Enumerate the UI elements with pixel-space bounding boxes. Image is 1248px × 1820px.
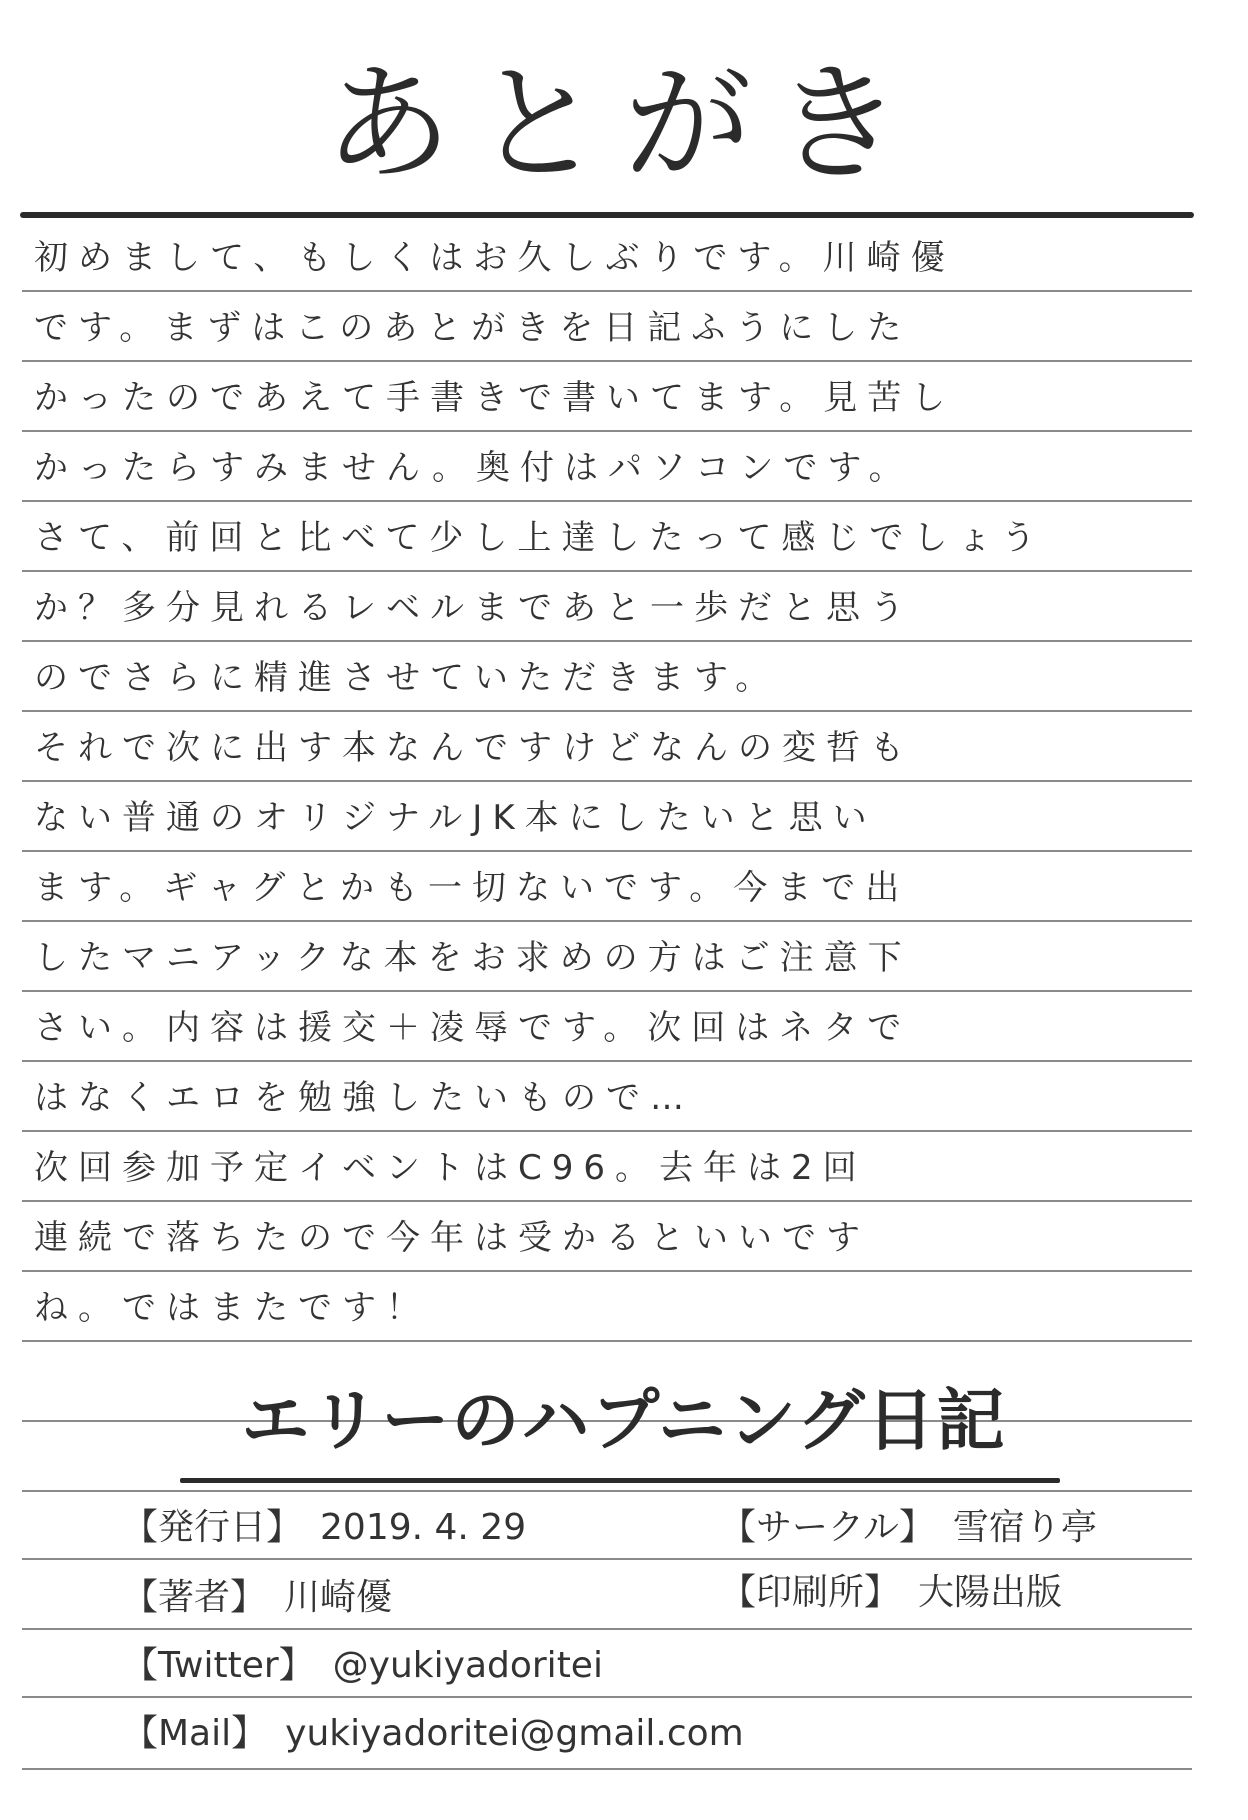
book-title-underline bbox=[180, 1478, 1060, 1483]
issue-date-value: 2019. 4. 29 bbox=[320, 1507, 527, 1548]
ruled-line bbox=[22, 990, 1192, 992]
ruled-line bbox=[22, 780, 1192, 782]
body-line: さい。内容は援交＋凌辱です。次回はネタで bbox=[34, 1008, 912, 1048]
issue-date-label: 【発行日】 bbox=[122, 1507, 303, 1548]
body-line: ます。ギャグとかも一切ないです。今まで出 bbox=[34, 868, 910, 908]
ruled-line bbox=[22, 1558, 1192, 1560]
ruled-line bbox=[22, 1270, 1192, 1272]
ruled-line bbox=[22, 1200, 1192, 1202]
ruled-line bbox=[22, 1696, 1192, 1698]
body-line: かったらすみません。奥付はパソコンです。 bbox=[34, 448, 913, 488]
body-line: かったのであえて手書きで書いてます。見苦し bbox=[34, 378, 956, 418]
mail-label: 【Mail】 bbox=[122, 1713, 268, 1754]
ruled-line bbox=[22, 360, 1192, 362]
body-line: したマニアックな本をお求めの方はご注意下 bbox=[34, 938, 912, 978]
body-line: のでさらに精進させていただきます。 bbox=[34, 658, 780, 698]
body-line: はなくエロを勉強したいもので… bbox=[34, 1078, 694, 1118]
body-line: さて、前回と比べて少し上達したって感じでしょう bbox=[34, 518, 1046, 558]
twitter-row bbox=[122, 1638, 603, 1694]
body-line: 連続で落ちたので今年は受かるといいです bbox=[34, 1218, 870, 1258]
author-row bbox=[122, 1570, 392, 1626]
circle-value: 雪宿り亭 bbox=[952, 1507, 1097, 1548]
page-title: あとがき bbox=[323, 50, 924, 199]
ruled-line bbox=[22, 1060, 1192, 1062]
body-line: それで次に出す本なんですけどなんの変哲も bbox=[34, 728, 914, 768]
circle-label: 【サークル】 bbox=[720, 1507, 935, 1548]
ruled-line bbox=[22, 1490, 1192, 1492]
twitter-handle: @yukiyadoritei bbox=[332, 1645, 603, 1686]
title-underline bbox=[20, 212, 1194, 218]
ruled-line bbox=[22, 1130, 1192, 1132]
circle-row bbox=[720, 1500, 1097, 1556]
body-line: です。まずはこのあとがきを日記ふうにした bbox=[34, 308, 912, 348]
printer-value: 大陽出版 bbox=[918, 1572, 1063, 1613]
ruled-line bbox=[22, 430, 1192, 432]
body-line: ない普通のオリジナルJK本にしたいと思い bbox=[34, 798, 877, 838]
body-line: か？多分見れるレベルまであと一歩だと思う bbox=[34, 588, 914, 628]
mail-row bbox=[122, 1706, 744, 1762]
author-label: 【著者】 bbox=[122, 1577, 267, 1618]
body-line: 次回参加予定イベントはC96。去年は2回 bbox=[34, 1148, 867, 1188]
printer-row bbox=[720, 1565, 1062, 1621]
ruled-line bbox=[22, 920, 1192, 922]
ruled-line bbox=[22, 570, 1192, 572]
ruled-line bbox=[22, 1768, 1192, 1770]
ruled-line bbox=[22, 290, 1192, 292]
mail-address: yukiyadoritei@gmail.com bbox=[285, 1713, 744, 1754]
ruled-line bbox=[22, 640, 1192, 642]
body-line: ね。ではまたです！ bbox=[34, 1288, 430, 1328]
book-title: エリーのハプニング日記 bbox=[241, 1382, 1007, 1461]
ruled-line bbox=[22, 850, 1192, 852]
ruled-line bbox=[22, 1628, 1192, 1630]
printer-label: 【印刷所】 bbox=[720, 1572, 901, 1613]
twitter-label: 【Twitter】 bbox=[122, 1645, 315, 1686]
body-line: 初めまして、もしくはお久しぶりです。川崎優 bbox=[34, 238, 955, 278]
author-value: 川崎優 bbox=[284, 1577, 393, 1618]
ruled-line bbox=[22, 500, 1192, 502]
ruled-line bbox=[22, 710, 1192, 712]
issue-date-row bbox=[122, 1500, 526, 1556]
ruled-line bbox=[22, 1340, 1192, 1342]
